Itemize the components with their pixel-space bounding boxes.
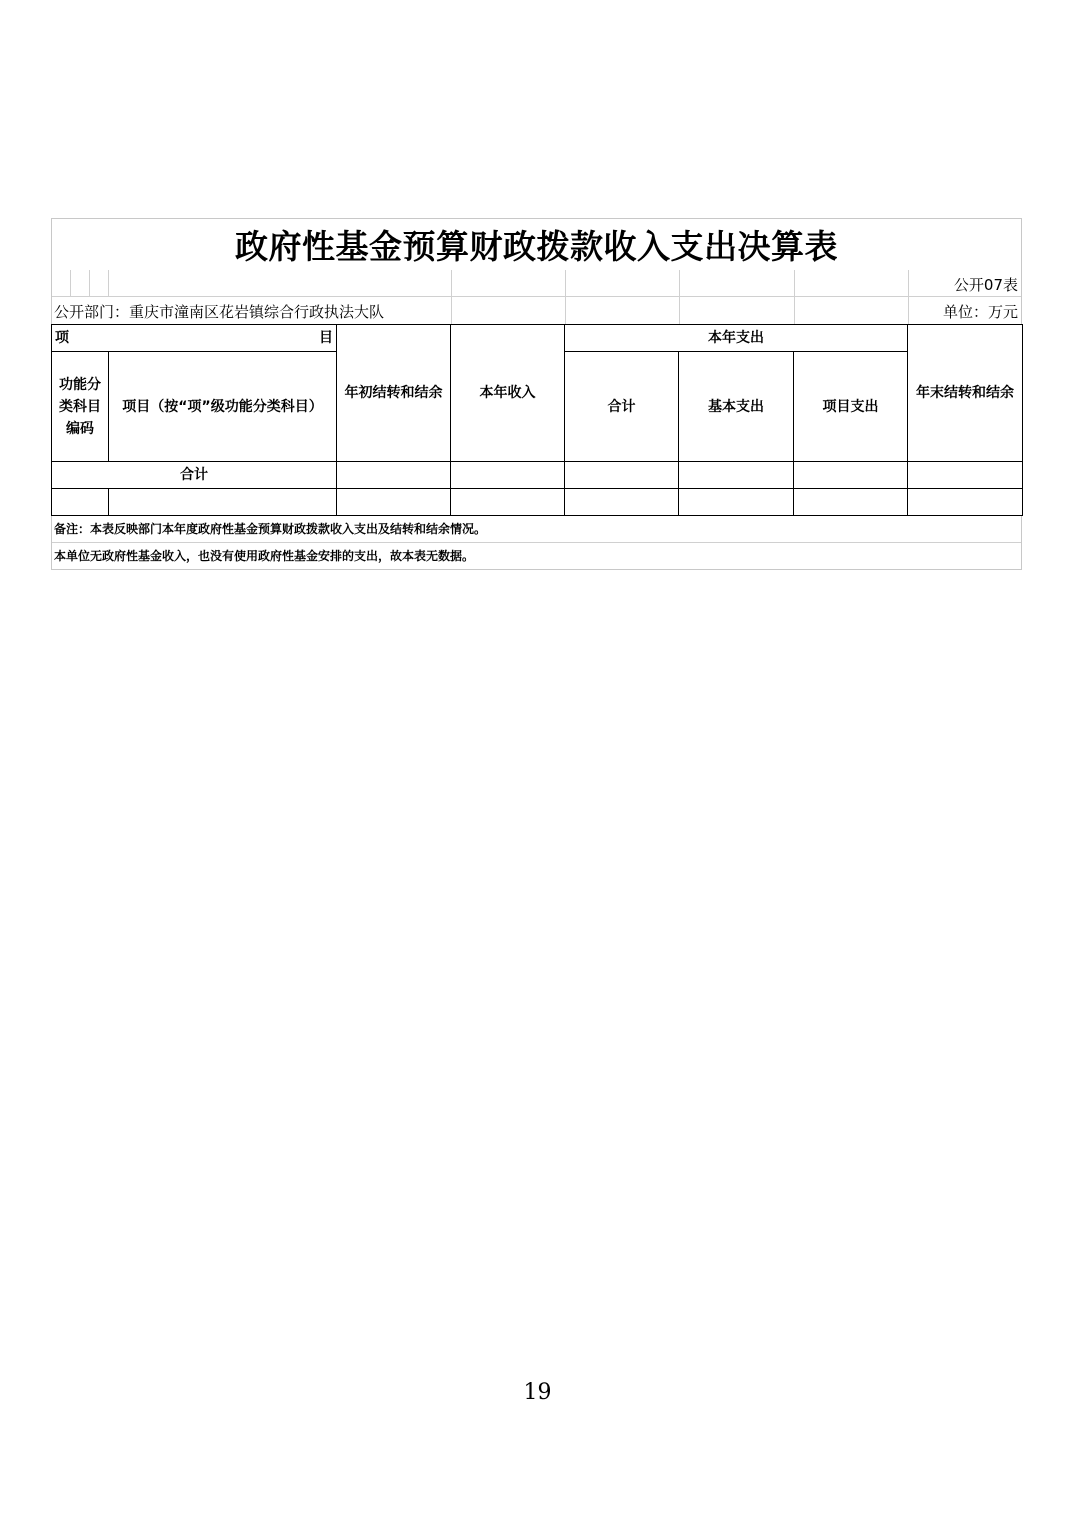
spreadsheet	[51, 218, 1022, 570]
header-item-left: 项	[55, 330, 69, 346]
header-basic-expense: 基本支出	[679, 352, 794, 462]
header-item-cell	[52, 325, 337, 352]
total-row	[52, 462, 1023, 489]
grid-line	[52, 296, 1021, 297]
grid-line	[70, 270, 71, 296]
header-project-expense: 项目支出	[794, 352, 908, 462]
table-cell	[679, 462, 794, 489]
header-expense-total: 合计	[565, 352, 679, 462]
table-cell	[337, 462, 451, 489]
page-number: 19	[523, 1380, 552, 1405]
grid-line	[679, 270, 680, 324]
header-closing-balance: 年末结转和结余	[908, 325, 1023, 462]
header-opening-balance: 年初结转和结余	[337, 325, 451, 462]
table-row	[52, 489, 1023, 516]
notes	[51, 516, 1022, 570]
grid-line	[89, 270, 90, 296]
table-cell	[794, 489, 908, 516]
table-title: 政府性基金预算财政拨款收入支出决算表	[51, 218, 1022, 270]
grid-line	[908, 270, 909, 324]
info-rows	[51, 270, 1022, 324]
table-cell	[451, 462, 565, 489]
table-cell	[679, 489, 794, 516]
grid-line	[794, 270, 795, 324]
table-cell	[109, 489, 337, 516]
table-cell	[337, 489, 451, 516]
grid-line	[108, 270, 109, 296]
department-label: 公开部门：重庆市潼南区花岩镇综合行政执法大队	[54, 303, 385, 321]
table-cell	[52, 489, 109, 516]
header-name: 项目（按“项”级功能分类科目）	[109, 352, 337, 462]
table-cell	[451, 489, 565, 516]
budget-table	[51, 324, 1023, 516]
grid-line	[451, 270, 452, 324]
table-cell	[565, 489, 679, 516]
header-expense-group: 本年支出	[565, 325, 908, 352]
unit-label: 单位：万元	[942, 303, 1018, 321]
note-line: 本单位无政府性基金收入，也没有使用政府性基金安排的支出，故本表无数据。	[52, 542, 1021, 569]
header-item-right: 目	[319, 330, 333, 346]
total-label: 合计	[52, 462, 337, 489]
form-code: 公开07表	[953, 276, 1018, 294]
grid-line	[565, 270, 566, 324]
table-cell	[908, 462, 1023, 489]
table-cell	[565, 462, 679, 489]
header-code: 功能分类科目编码	[52, 352, 109, 462]
header-income: 本年收入	[451, 325, 565, 462]
table-cell	[794, 462, 908, 489]
note-line: 备注：本表反映部门本年度政府性基金预算财政拨款收入支出及结转和结余情况。	[54, 522, 487, 536]
table-cell	[908, 489, 1023, 516]
